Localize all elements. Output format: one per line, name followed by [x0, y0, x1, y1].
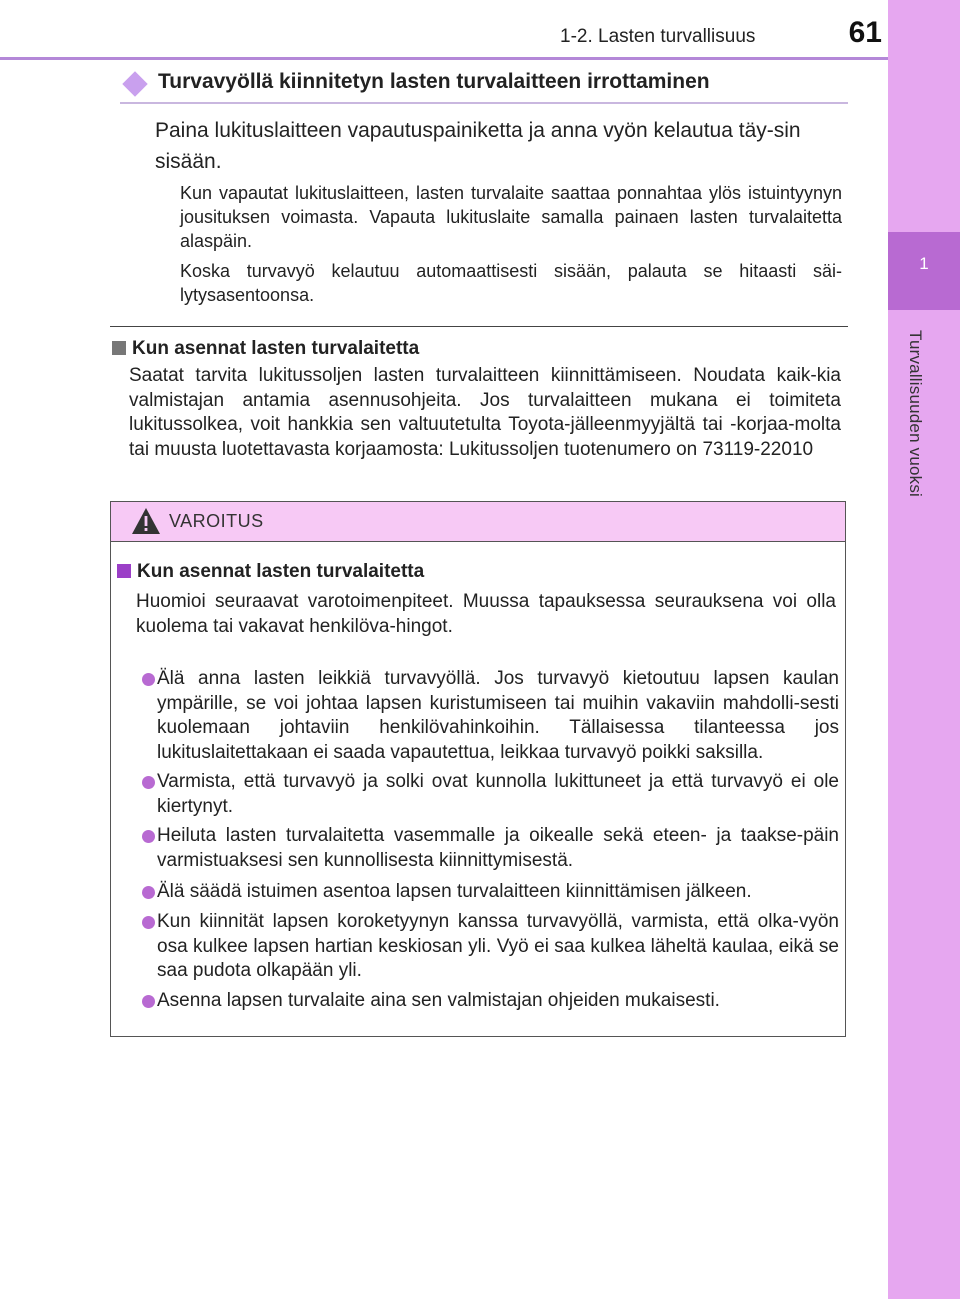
section-heading-text: Turvavyöllä kiinnitetyn lasten turvalaitteen irrottaminen: [158, 70, 710, 93]
warning-bullet: [136, 667, 839, 765]
warning-bullet: [136, 880, 839, 905]
header-divider: [0, 57, 888, 60]
warning-subheading: [117, 561, 424, 583]
side-tab-chapter-number[interactable]: 1: [888, 232, 960, 310]
warning-bullet-text: Kun kiinnität lapsen koroketyynyn kanssa turvavyöllä, varmista, että olka-vyön osa kulkee lapsen hartian keskiosan yli. Vyö ei saa kulkea läheltä kaulaa, eikä se saa pudota olkapään yli.: [157, 911, 839, 981]
side-tab: [888, 0, 960, 1299]
install-body: Saatat tarvita lukitussoljen lasten turvalaitteen kiinnittämiseen. Noudata kaik-kia valmistajan antamia asennusohjeita. Jos turvalaitteen mukana ei toimiteta lukitussolkea, voit hankkia sen valtuutetulta Toyota-jälleenmyyjältä tai -korjaa-molta tai muusta luotettavasta korjaamosta: Lukitussoljen tuotenumero on 73119-22010: [129, 365, 841, 460]
side-tab-label: Turvallisuuden vuoksi: [906, 330, 925, 498]
note-paragraph: Koska turvavyö kelautuu automaattisesti sisään, palauta se hitaasti säi-lytysasentoonsa.: [180, 261, 842, 305]
warning-bullet-text: Älä säädä istuimen asentoa lapsen turvalaitteen kiinnittämisen jälkeen.: [157, 881, 752, 902]
bullet-dot-icon: [142, 830, 155, 843]
warning-bullet-text: Asenna lapsen turvalaite aina sen valmistajan ohjeiden mukaisesti.: [157, 990, 720, 1011]
section-divider: [110, 326, 848, 327]
warning-title: VAROITUS: [169, 511, 264, 531]
note-paragraph: Kun vapautat lukituslaitteen, lasten turvalaite saattaa ponnahtaa ylös istuintyynyn jousituksen voimasta. Vapauta lukituslaite samalla painaen lasten turvalaitetta alaspäin.: [180, 183, 842, 251]
square-bullet-icon: [112, 341, 126, 355]
step-instruction: Paina lukituslaitteen vapautuspainiketta ja anna vyön kelautua täy-sin sisään.: [155, 119, 801, 173]
install-subheading-text: Kun asennat lasten turvalaitetta: [132, 338, 420, 359]
warning-intro: Huomioi seuraavat varotoimenpiteet. Muussa tapauksessa seurauksena voi olla kuolema tai vakavat henkilöva-hingot.: [136, 591, 836, 637]
warning-bullet-text: Varmista, että turvavyö ja solki ovat kunnolla lukittuneet ja että turvavyö ei ole kiertynyt.: [157, 771, 839, 817]
section-heading: [120, 68, 848, 104]
warning-bullet: [136, 910, 839, 984]
chapter-title: 1-2. Lasten turvallisuus: [560, 26, 756, 47]
bullet-dot-icon: [142, 995, 155, 1008]
warning-triangle-icon: [131, 507, 161, 535]
warning-bullet: [136, 989, 839, 1014]
bullet-dot-icon: [142, 886, 155, 899]
bullet-dot-icon: [142, 673, 155, 686]
bullet-dot-icon: [142, 916, 155, 929]
diamond-icon: [122, 71, 147, 96]
warning-subheading-text: Kun asennat lasten turvalaitetta: [137, 561, 425, 582]
bullet-dot-icon: [142, 776, 155, 789]
warning-header: [111, 502, 845, 542]
square-bullet-icon: [117, 564, 131, 578]
warning-box: [110, 501, 846, 1037]
warning-bullet: [136, 824, 839, 873]
warning-bullet-text: Älä anna lasten leikkiä turvavyöllä. Jos turvavyö kietoutuu lapsen kaulan ympärille, se voi johtaa lapsen kuristumiseen tai muihin vakaviin mahdolli-sesti kuolemaan johtaviin henkilövahinkoihin. Tällaisessa tilanteessa jos lukituslaitettakaan ei saada vapautettua, leikkaa turvavyö poikki saksilla.: [157, 668, 839, 763]
page-number: 61: [848, 16, 882, 49]
install-subheading: [112, 338, 419, 360]
warning-bullet: [136, 770, 839, 819]
warning-bullet-text: Heiluta lasten turvalaitetta vasemmalle ja oikealle sekä eteen- ja taakse-päin varmistuaksesi sen kunnollisesta kiinnittymisestä.: [157, 825, 839, 871]
